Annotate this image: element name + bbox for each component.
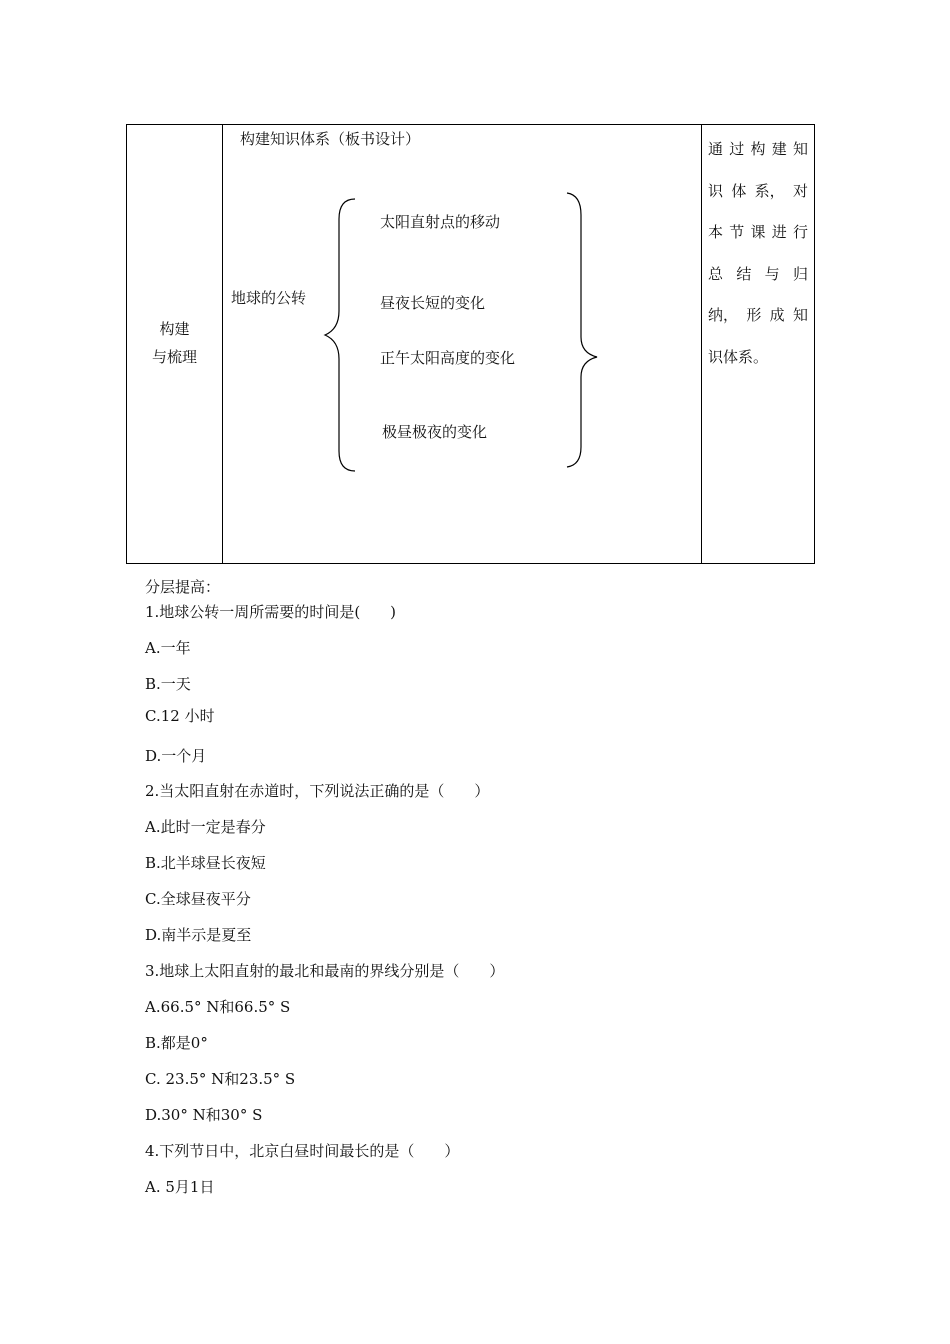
concept-branch: 正午太阳高度的变化: [380, 349, 516, 367]
teaching-purpose: [708, 129, 808, 378]
answer-option: C.全球昼夜平分: [145, 890, 251, 908]
answer-option: A.此时一定是春分: [145, 818, 266, 836]
answer-option: C.12 小时: [145, 707, 215, 725]
purpose-line: 总 结 与 归: [708, 264, 808, 283]
answer-option: B.一天: [145, 675, 191, 693]
concept-branch: 昼夜长短的变化: [380, 294, 486, 312]
stage-label-line: 构建: [159, 320, 190, 338]
answer-option: D.一个月: [145, 747, 207, 765]
answer-option: B.北半球昼长夜短: [145, 854, 266, 872]
purpose-line: 纳， 形 成 知: [708, 306, 808, 324]
stage-label: [127, 315, 222, 371]
answer-option: A.一年: [145, 639, 191, 657]
answer-option: B.都是0°: [145, 1034, 208, 1052]
column-divider: [222, 125, 223, 563]
summary-table: [126, 124, 815, 564]
right-brace: [567, 193, 597, 467]
answer-option: A.66.5° N和66.5° S: [145, 998, 291, 1016]
left-brace: [325, 199, 355, 471]
purpose-line: 通 过 构 建 知: [708, 140, 808, 158]
answer-option: A. 5月1日: [145, 1178, 215, 1196]
question-stem: 4.下列节日中，北京白昼时间最长的是（ ）: [145, 1142, 460, 1160]
answer-option: C. 23.5° N和23.5° S: [145, 1070, 296, 1088]
concept-branch: 极昼极夜的变化: [382, 423, 488, 441]
answer-option: D.30° N和30° S: [145, 1106, 263, 1124]
purpose-line: 识 体 系， 对: [708, 181, 808, 200]
concept-root: 地球的公转: [231, 289, 307, 307]
purpose-line: 识体系。: [708, 347, 769, 366]
question-stem: 2.当太阳直射在赤道时，下列说法正确的是（ ）: [145, 782, 490, 800]
column-divider: [701, 125, 702, 563]
board-design-title: 构建知识体系（板书设计）: [240, 130, 421, 148]
question-stem: 3.地球上太阳直射的最北和最南的界线分别是（ ）: [145, 962, 505, 980]
answer-option: D.南半示是夏至: [145, 926, 252, 944]
purpose-line: 本 节 课 进 行: [708, 223, 808, 241]
question-stem: 1.地球公转一周所需要的时间是( ): [145, 603, 397, 621]
concept-branch: 太阳直射点的移动: [380, 213, 501, 231]
stage-label-line: 与梳理: [151, 348, 197, 366]
section-title: 分层提高：: [145, 578, 221, 596]
